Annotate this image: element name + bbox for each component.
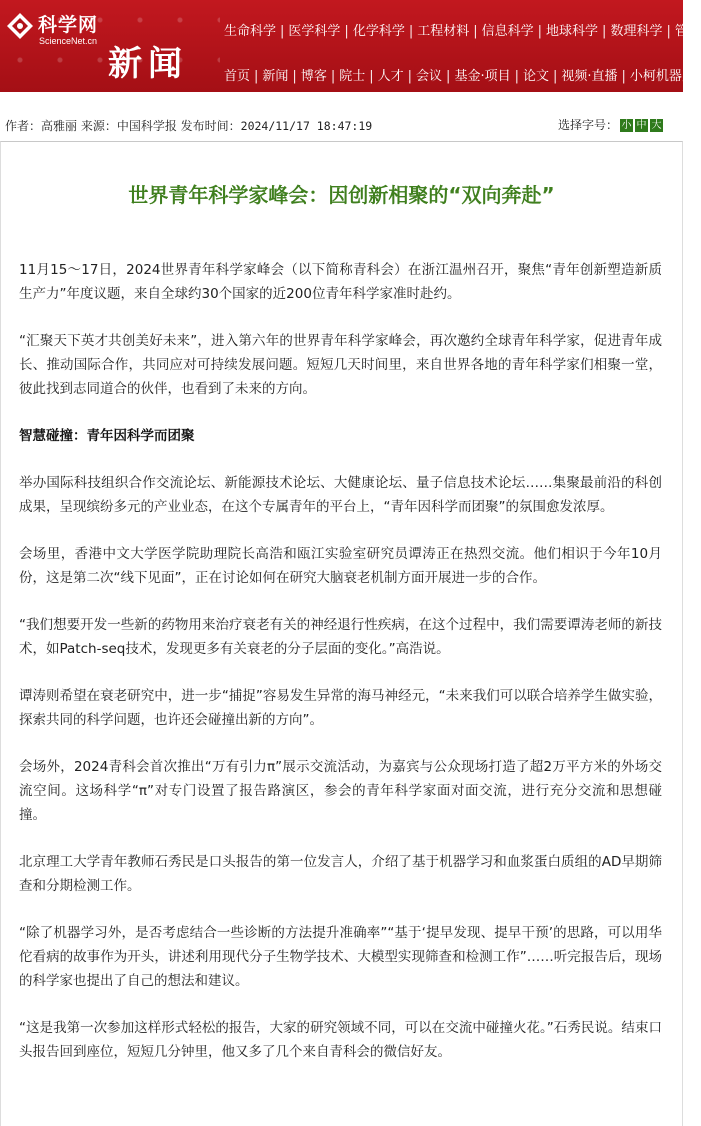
- main-nav-item-0[interactable]: 首页: [224, 69, 251, 84]
- main-nav-item-6[interactable]: 基金·项目: [454, 69, 511, 84]
- site-logo[interactable]: [6, 8, 98, 52]
- main-nav: [224, 65, 695, 84]
- nav-separator: |: [407, 69, 413, 84]
- article-paragraph: 谭涛则希望在衰老研究中，进一步“捕捉”容易发生异常的海马神经元，“未来我们可以联合培养学生做实验，探索共同的科学问题，也许还会碰撞出新的方向”。: [19, 688, 662, 728]
- article-paragraph: 11月15～17日，2024世界青年科学家峰会（以下简称青科会）在浙江温州召开，聚焦“青年创新塑造新质生产力”年度议题，来自全球约30个国家的近200位青年科学家准时赴约。: [19, 262, 662, 302]
- sciencenet-logo-icon: [6, 12, 34, 40]
- nav-separator: |: [254, 69, 259, 84]
- article-paragraph: “除了机器学习外，是否考虑结合一些诊断的方法提升准确率”“基于‘提早发现、提早干预’的思路，可以用华佗看病的故事作为开头，讲述利用现代分子生物学技术、大模型实现筛查和检测工作”……听完报告后，现场的科学家也提出了自己的想法和建议。: [19, 925, 662, 989]
- nav-separator: |: [344, 24, 349, 39]
- nav-separator: |: [408, 24, 414, 39]
- subject-nav-item-0[interactable]: 生命科学: [224, 24, 277, 39]
- main-nav-item-5[interactable]: 会议: [416, 69, 443, 84]
- main-nav-item-1[interactable]: 新闻: [262, 69, 289, 84]
- main-nav-item-8[interactable]: 视频·直播: [561, 69, 618, 84]
- article-meta: [5, 117, 372, 134]
- article-paragraph: 会场里，香港中文大学医学院助理院长高浩和瓯江实验室研究员谭涛正在热烈交流。他们相识于今年10月份，这是第二次“线下见面”，正在讨论如何在研究大脑衰老机制方面开展进一步的合作。: [19, 546, 662, 586]
- nav-separator: |: [369, 69, 374, 84]
- nav-separator: |: [666, 24, 671, 39]
- logo-text: 科学网: [38, 14, 99, 36]
- site-header: [0, 0, 701, 92]
- main-nav-item-4[interactable]: 人才: [377, 69, 404, 84]
- channel-title: 新闻: [108, 44, 188, 84]
- font-size-selector: [558, 116, 663, 133]
- subject-nav-item-7[interactable]: 管理: [674, 24, 701, 39]
- article-info-bar: [0, 108, 683, 138]
- nav-separator: |: [280, 24, 285, 39]
- font-size-large-button[interactable]: 大: [651, 120, 662, 131]
- article-paragraph: 举办国际科技组织合作交流论坛、新能源技术论坛、大健康论坛、量子信息技术论坛……集聚最前沿的科创成果，呈现缤纷多元的产业业态，在这个专属青年的平台上，“青年因科学而团聚”的氛围愈发浓厚。: [19, 475, 662, 515]
- nav-separator: |: [514, 69, 519, 84]
- article-body: [19, 258, 662, 1087]
- nav-separator: |: [292, 69, 297, 84]
- nav-separator: |: [621, 69, 626, 84]
- font-size-small-button[interactable]: 小: [621, 120, 632, 131]
- main-nav-item-3[interactable]: 院士: [339, 69, 366, 84]
- article-paragraph: “汇聚天下英才共创美好未来”，进入第六年的世界青年科学家峰会，再次邀约全球青年科学家，促进青年成长、推动国际合作，共同应对可持续发展问题。短短几天时间里，来自世界各地的青年科学家们相聚一堂，彼此找到志同道合的伙伴，也看到了未来的方向。: [19, 333, 662, 397]
- subject-nav-item-2[interactable]: 化学科学: [352, 24, 405, 39]
- nav-separator: |: [537, 24, 543, 39]
- logo-domain: ScienceNet.cn: [39, 36, 98, 46]
- subject-nav: [224, 20, 701, 39]
- subject-nav-item-3[interactable]: 工程材料: [417, 24, 470, 39]
- publish-time: 2024/11/17 18:47:19: [240, 119, 373, 133]
- article-paragraph: 会场外，2024青科会首次推出“万有引力π”展示交流活动，为嘉宾与公众现场打造了超2万平方米的外场交流空间。这场科学“π”对专门设置了报告路演区，参会的青年科学家面对面交流，进行充分交流和思想碰撞。: [19, 759, 662, 823]
- article-title: 世界青年科学家峰会：因创新相聚的“双向奔赴”: [128, 183, 555, 207]
- nav-separator: |: [473, 24, 478, 39]
- nav-separator: |: [552, 69, 558, 84]
- font-size-label: 选择字号：: [557, 118, 618, 132]
- nav-separator: |: [330, 69, 336, 84]
- main-nav-item-7[interactable]: 论文: [522, 69, 549, 84]
- main-nav-item-2[interactable]: 博客: [300, 69, 327, 84]
- article-paragraph: “这是我第一次参加这样形式轻松的报告，大家的研究领域不同，可以在交流中碰撞火花。”石秀民说。结束口头报告回到座位，短短几分钟里，他又多了几个来自青科会的微信好友。: [19, 1020, 662, 1060]
- article-paragraph: “我们想要开发一些新的药物用来治疗衰老有关的神经退行性疾病，在这个过程中，我们需要谭涛老师的新技术，如Patch-seq技术，发现更多有关衰老的分子层面的变化。”高浩说。: [19, 617, 662, 657]
- font-size-medium-button[interactable]: 中: [636, 120, 647, 131]
- subject-nav-item-6[interactable]: 数理科学: [610, 24, 663, 39]
- nav-separator: |: [446, 69, 451, 84]
- subject-nav-item-1[interactable]: 医学科学: [288, 24, 341, 39]
- subject-nav-item-5[interactable]: 地球科学: [546, 24, 599, 39]
- article-paragraph: 北京理工大学青年教师石秀民是口头报告的第一位发言人，介绍了基于机器学习和血浆蛋白质组的AD早期筛查和分期检测工作。: [19, 854, 662, 894]
- nav-separator: |: [602, 24, 607, 39]
- main-nav-item-9[interactable]: 小柯机器人: [629, 69, 695, 84]
- subject-nav-item-4[interactable]: 信息科学: [481, 24, 534, 39]
- article-byline: 作者：高雅丽 来源：中国科学报 发布时间：: [5, 119, 241, 133]
- section-heading: 智慧碰撞：青年因科学而团聚: [19, 428, 195, 444]
